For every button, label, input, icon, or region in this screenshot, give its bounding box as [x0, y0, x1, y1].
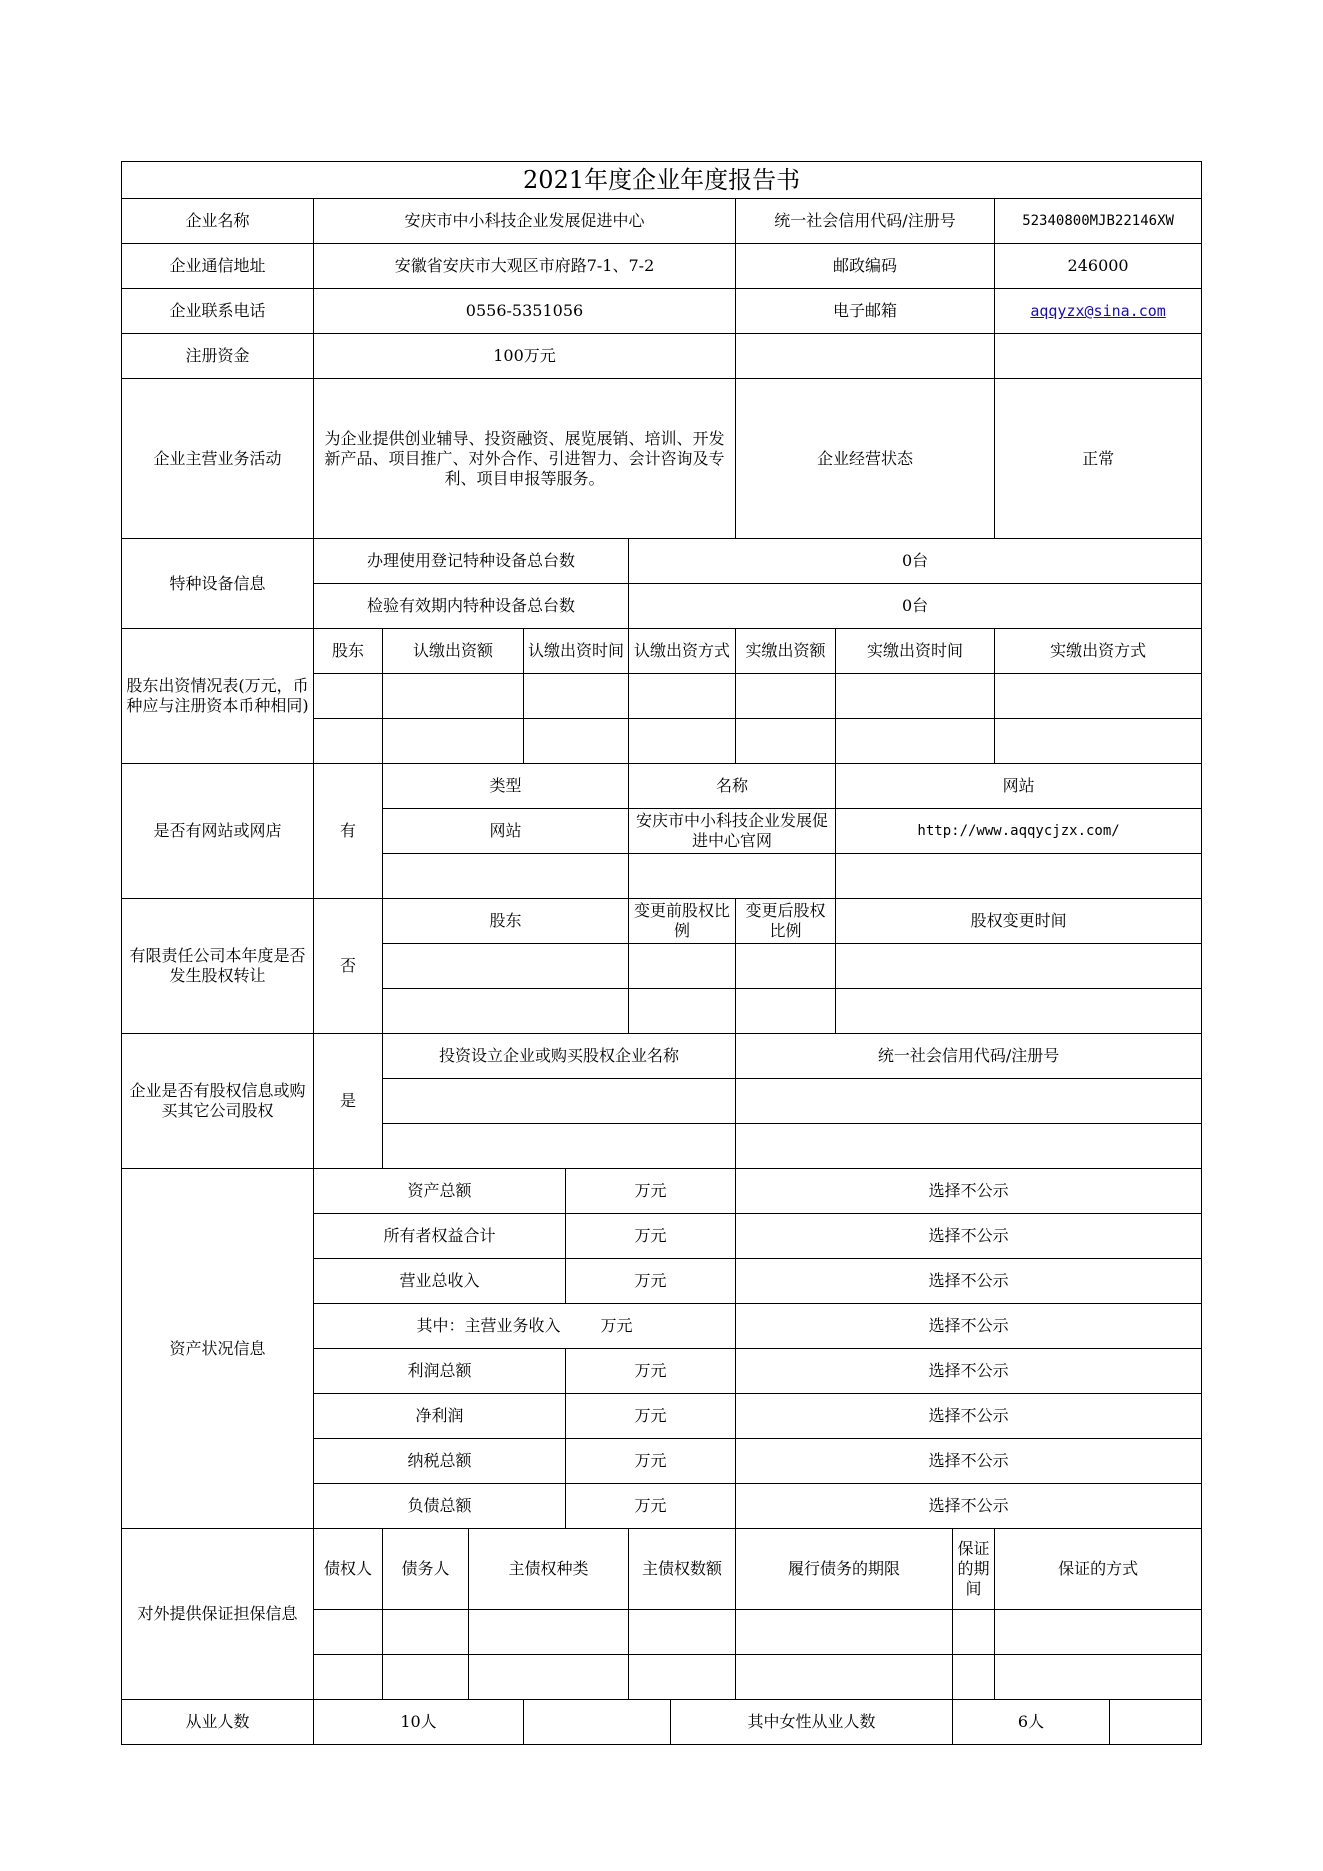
table-header: 实缴出资时间: [836, 629, 995, 674]
asset-unit: 万元: [566, 1214, 736, 1259]
registered-equipment-label: 办理使用登记特种设备总台数: [314, 539, 629, 584]
main-income-label: 其中：主营业务收入: [416, 1316, 561, 1335]
table-header: 债权人: [314, 1529, 383, 1610]
table-header: 变更前股权比例: [629, 899, 736, 944]
asset-disclosure: 选择不公示: [736, 1304, 1202, 1349]
asset-disclosure: 选择不公示: [736, 1394, 1202, 1439]
address: 安徽省安庆市大观区市府路7-1、7-2: [314, 244, 736, 289]
table-header: 名称: [629, 764, 836, 809]
website-answer: 有: [314, 764, 383, 899]
asset-disclosure: 选择不公示: [736, 1169, 1202, 1214]
enterprise-name-label: 企业名称: [122, 199, 314, 244]
employees-total: 10人: [314, 1700, 524, 1745]
postcode-label: 邮政编码: [736, 244, 995, 289]
email-label: 电子邮箱: [736, 289, 995, 334]
asset-disclosure: 选择不公示: [736, 1439, 1202, 1484]
operating-status: 正常: [995, 379, 1202, 539]
credit-code: 52340800MJB22146XW: [995, 199, 1202, 244]
asset-unit: 万元: [566, 1394, 736, 1439]
empty-cell: [736, 334, 995, 379]
equipment-label: 特种设备信息: [122, 539, 314, 629]
table-header: 履行债务的期限: [736, 1529, 953, 1610]
table-header: 变更后股权比例: [736, 899, 836, 944]
table-header: 网站: [836, 764, 1202, 809]
employees-label: 从业人数: [122, 1700, 314, 1745]
website-url: http://www.aqqycjzx.com/: [836, 809, 1202, 854]
email-link[interactable]: aqqyzx@sina.com: [1030, 302, 1166, 320]
asset-unit: 万元: [566, 1349, 736, 1394]
table-header: 债务人: [383, 1529, 469, 1610]
registered-equipment-count: 0台: [629, 539, 1202, 584]
table-header: 实缴出资方式: [995, 629, 1202, 674]
assets-label: 资产状况信息: [122, 1169, 314, 1529]
email-cell: [995, 289, 1202, 334]
phone: 0556-5351056: [314, 289, 736, 334]
asset-item-label: 所有者权益合计: [314, 1214, 566, 1259]
table-header: 主债权种类: [469, 1529, 629, 1610]
business-scope: 为企业提供创业辅导、投资融资、展览展销、培训、开发新产品、项目推广、对外合作、引进智力、会计咨询及专利、项目申报等服务。: [314, 379, 736, 539]
empty-cell: [524, 1700, 671, 1745]
asset-item-label: 利润总额: [314, 1349, 566, 1394]
annual-report-table: [121, 161, 1202, 1745]
asset-item-label: 纳税总额: [314, 1439, 566, 1484]
postcode: 246000: [995, 244, 1202, 289]
asset-item-label: 资产总额: [314, 1169, 566, 1214]
asset-item-label: 营业总收入: [314, 1259, 566, 1304]
shareholders-label: 股东出资情况表(万元，币种应与注册资本币种相同): [122, 629, 314, 764]
asset-disclosure: 选择不公示: [736, 1484, 1202, 1529]
table-header: 认缴出资方式: [629, 629, 736, 674]
table-header: 类型: [383, 764, 629, 809]
asset-unit: 万元: [566, 1484, 736, 1529]
asset-disclosure: 选择不公示: [736, 1349, 1202, 1394]
asset-disclosure: 选择不公示: [736, 1259, 1202, 1304]
asset-unit: 万元: [600, 1316, 633, 1335]
report-title: 2021年度企业年度报告书: [122, 162, 1202, 199]
table-header: 统一社会信用代码/注册号: [736, 1034, 1202, 1079]
phone-label: 企业联系电话: [122, 289, 314, 334]
credit-code-label: 统一社会信用代码/注册号: [736, 199, 995, 244]
capital: 100万元: [314, 334, 736, 379]
table-header: 股东: [383, 899, 629, 944]
status-label: 企业经营状态: [736, 379, 995, 539]
asset-item-label: 负债总额: [314, 1484, 566, 1529]
asset-unit: 万元: [566, 1169, 736, 1214]
empty-cell: [1110, 1700, 1202, 1745]
table-header: 股权变更时间: [836, 899, 1202, 944]
table-header: 认缴出资额: [383, 629, 524, 674]
empty-cell: [995, 334, 1202, 379]
table-header: 投资设立企业或购买股权企业名称: [383, 1034, 736, 1079]
table-header: 认缴出资时间: [524, 629, 629, 674]
table-header: 主债权数额: [629, 1529, 736, 1610]
asset-unit: 万元: [566, 1439, 736, 1484]
table-header: 保证的方式: [995, 1529, 1202, 1610]
investment-answer: 是: [314, 1034, 383, 1169]
investment-label: 企业是否有股权信息或购买其它公司股权: [122, 1034, 314, 1169]
website-label: 是否有网站或网店: [122, 764, 314, 899]
female-employees-label: 其中女性从业人数: [671, 1700, 953, 1745]
female-employees-count: 6人: [953, 1700, 1110, 1745]
website-name: 安庆市中小科技企业发展促进中心官网: [629, 809, 836, 854]
asset-item-label: 净利润: [314, 1394, 566, 1439]
business-label: 企业主营业务活动: [122, 379, 314, 539]
table-header: 实缴出资额: [736, 629, 836, 674]
table-header: 股东: [314, 629, 383, 674]
asset-disclosure: 选择不公示: [736, 1214, 1202, 1259]
address-label: 企业通信地址: [122, 244, 314, 289]
guarantee-label: 对外提供保证担保信息: [122, 1529, 314, 1700]
main-income-row: [314, 1304, 736, 1349]
inspected-equipment-count: 0台: [629, 584, 1202, 629]
equity-transfer-label: 有限责任公司本年度是否发生股权转让: [122, 899, 314, 1034]
inspected-equipment-label: 检验有效期内特种设备总台数: [314, 584, 629, 629]
equity-transfer-answer: 否: [314, 899, 383, 1034]
enterprise-name: 安庆市中小科技企业发展促进中心: [314, 199, 736, 244]
capital-label: 注册资金: [122, 334, 314, 379]
table-header: 保证的期间: [953, 1529, 995, 1610]
asset-unit: 万元: [566, 1259, 736, 1304]
website-type: 网站: [383, 809, 629, 854]
